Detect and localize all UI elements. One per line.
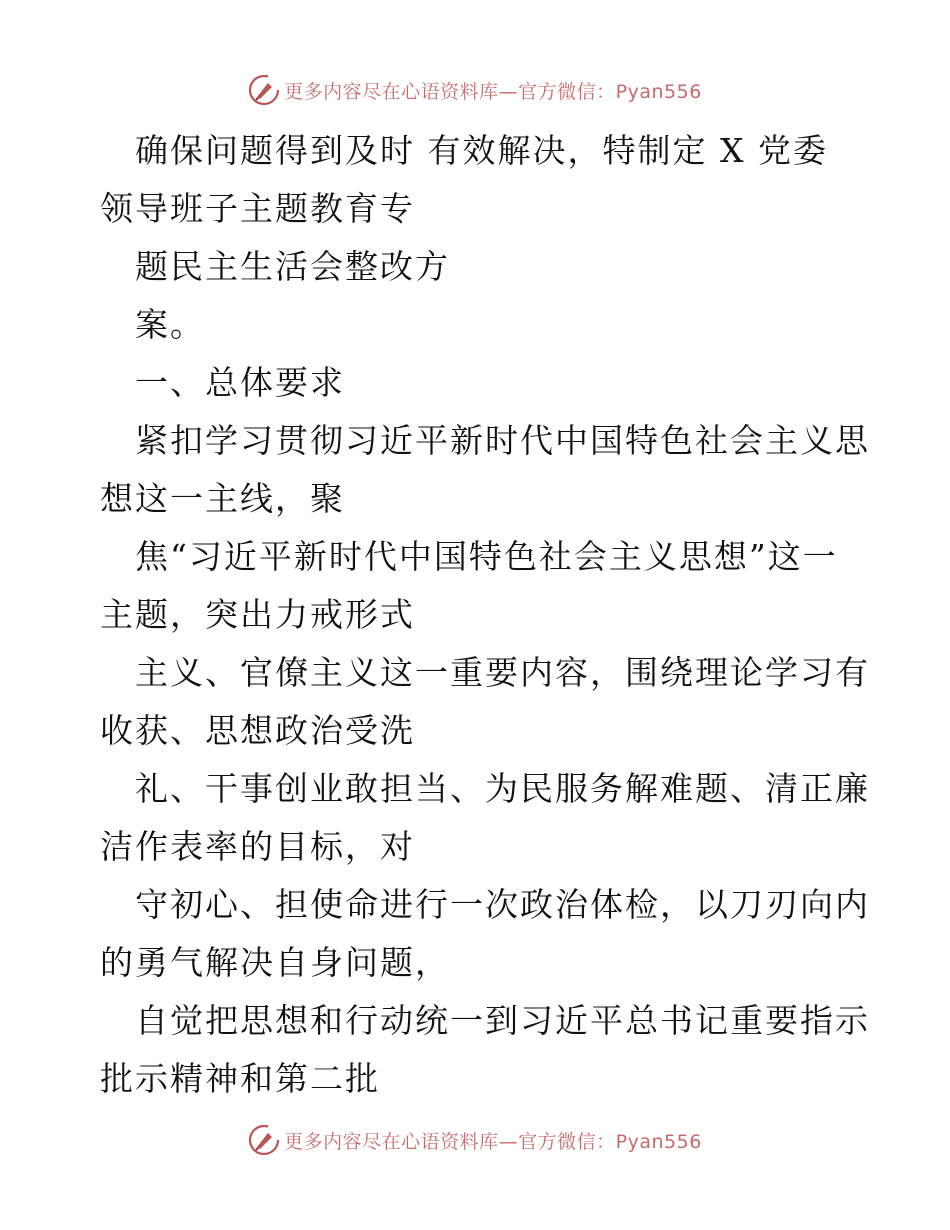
footer-watermark — [0, 1120, 950, 1160]
text-line: 自觉把思想和行动统一到习近平总书记重要指示 — [135, 1001, 870, 1040]
header-watermark — [0, 70, 950, 110]
text-line: 主义、官僚主义这一重要内容，围绕理论学习有 — [135, 653, 870, 692]
watermark-text: 更多内容尽在心语资料库—官方微信：Pyan556 — [284, 80, 702, 103]
text-line: 礼、干事创业敢担当、为民服务解难题、清正廉 — [135, 769, 870, 808]
pen-nib-icon — [248, 74, 280, 106]
text-line: 收获、思想政治受洗 — [100, 711, 415, 750]
text-line: 批示精神和第二批 — [100, 1059, 380, 1098]
text-line: 领导班子主题教育专 — [100, 189, 415, 228]
text-line: 一、总体要求 — [135, 363, 345, 402]
text-line: 确保问题得到及时 有效解决，特制定 X 党委 — [135, 131, 828, 170]
pen-nib-icon — [248, 1124, 280, 1156]
watermark-text: 更多内容尽在心语资料库—官方微信：Pyan556 — [284, 1130, 702, 1153]
document-body — [100, 122, 870, 1108]
text-line: 焦“习近平新时代中国特色社会主义思想”这一 — [135, 537, 838, 576]
text-line: 题民主生活会整改方 — [135, 247, 450, 286]
text-line: 想这一主线，聚 — [100, 479, 345, 518]
text-line: 守初心、担使命进行一次政治体检，以刀刃向内 — [135, 885, 870, 924]
text-line: 的勇气解决自身问题， — [100, 943, 450, 982]
text-line: 案。 — [135, 305, 205, 344]
text-line: 紧扣学习贯彻习近平新时代中国特色社会主义思 — [135, 421, 870, 460]
text-line: 洁作表率的目标，对 — [100, 827, 415, 866]
text-line: 主题，突出力戒形式 — [100, 595, 415, 634]
